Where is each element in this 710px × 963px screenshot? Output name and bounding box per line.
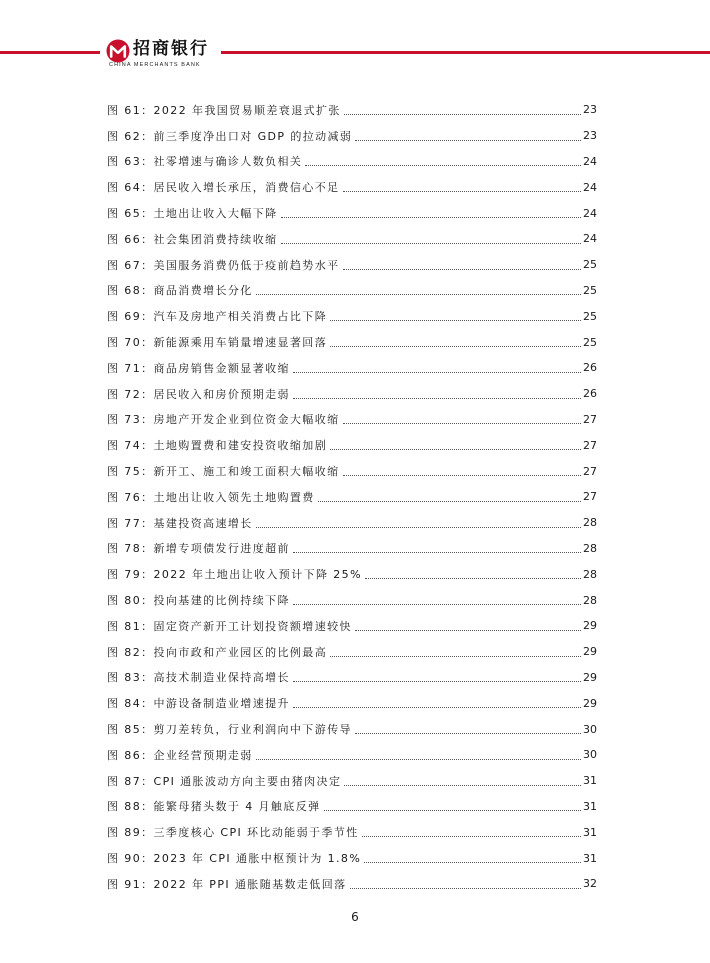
figure-title: 三季度核心 CPI 环比动能弱于季节性	[153, 826, 359, 840]
figure-number: 图 82：	[107, 645, 154, 659]
toc-entry[interactable]	[107, 381, 597, 407]
dot-leader	[293, 604, 581, 605]
dot-leader	[305, 165, 581, 166]
cmb-emblem-icon	[106, 39, 130, 63]
figure-number: 图 68：	[107, 284, 154, 298]
figure-number: 图 74：	[107, 439, 154, 453]
figure-number: 图 63：	[107, 155, 154, 169]
page-reference: 24	[583, 232, 597, 246]
figure-list-of-contents	[107, 97, 597, 897]
figure-title: 固定资产新开工计划投资额增速较快	[153, 619, 352, 633]
dot-leader	[330, 449, 581, 450]
figure-number: 图 71：	[107, 361, 154, 375]
figure-number: 图 65：	[107, 207, 154, 221]
figure-title: 投向基建的比例持续下降	[153, 594, 290, 608]
dot-leader	[362, 836, 581, 837]
figure-title: 中游设备制造业增速提升	[153, 697, 290, 711]
figure-number: 图 61：	[107, 103, 154, 117]
figure-title: 商品消费增长分化	[153, 284, 253, 298]
figure-title: 前三季度净出口对 GDP 的拉动减弱	[153, 129, 353, 143]
toc-entry[interactable]	[107, 871, 597, 897]
dot-leader	[324, 810, 582, 811]
page-reference: 31	[583, 825, 597, 839]
figure-title: 土地出让收入大幅下降	[153, 207, 278, 221]
figure-number: 图 64：	[107, 181, 154, 195]
toc-entry[interactable]	[107, 97, 597, 123]
logo-subtitle: CHINA MERCHANTS BANK	[109, 62, 201, 68]
figure-number: 图 77：	[107, 516, 154, 530]
figure-number: 图 83：	[107, 671, 154, 685]
figure-title: 新开工、施工和竣工面积大幅收缩	[153, 465, 340, 479]
page-reference: 24	[583, 180, 597, 194]
figure-title: 投向市政和产业园区的比例最高	[153, 645, 328, 659]
figure-title: 美国服务消费仍低于疫前趋势水平	[153, 258, 340, 272]
page-reference: 24	[583, 206, 597, 220]
page-reference: 30	[583, 722, 597, 736]
dot-leader	[344, 114, 581, 115]
figure-number: 图 79：	[107, 568, 154, 582]
dot-leader	[343, 269, 582, 270]
dot-leader	[256, 294, 581, 295]
figure-title: 新增专项债发行进度超前	[153, 542, 290, 556]
toc-entry[interactable]	[107, 510, 597, 536]
dot-leader	[365, 578, 581, 579]
figure-title: 居民收入增长承压，消费信心不足	[153, 181, 340, 195]
page-reference: 29	[583, 645, 597, 659]
figure-title: 2022 年 PPI 通胀随基数走低回落	[153, 877, 347, 891]
toc-entry[interactable]	[107, 690, 597, 716]
toc-entry[interactable]	[107, 536, 597, 562]
dot-leader	[330, 656, 581, 657]
figure-title: 新能源乘用车销量增速显著回落	[153, 336, 328, 350]
toc-entry[interactable]	[107, 845, 597, 871]
toc-entry[interactable]	[107, 458, 597, 484]
figure-title: 2022 年土地出让收入预计下降 25%	[153, 568, 362, 582]
toc-entry[interactable]	[107, 639, 597, 665]
toc-entry[interactable]	[107, 794, 597, 820]
toc-entry[interactable]	[107, 329, 597, 355]
figure-title: 能繁母猪头数于 4 月触底反弹	[153, 800, 321, 814]
toc-entry[interactable]	[107, 407, 597, 433]
figure-title: 企业经营预期走弱	[153, 748, 253, 762]
page-reference: 31	[583, 799, 597, 813]
figure-title: 2022 年我国贸易顺差衰退式扩张	[153, 103, 341, 117]
figure-title: 居民收入和房价预期走弱	[153, 387, 290, 401]
logo-name: 招商银行	[133, 39, 209, 59]
figure-number: 图 62：	[107, 129, 154, 143]
toc-entry[interactable]	[107, 355, 597, 381]
figure-number: 图 69：	[107, 310, 154, 324]
page-reference: 27	[583, 412, 597, 426]
toc-entry[interactable]	[107, 819, 597, 845]
header-rule-left	[0, 51, 100, 54]
dot-leader	[330, 320, 581, 321]
page-reference: 26	[583, 387, 597, 401]
toc-entry[interactable]	[107, 303, 597, 329]
page-reference: 25	[583, 258, 597, 272]
dot-leader	[330, 346, 581, 347]
page-reference: 31	[583, 774, 597, 788]
figure-number: 图 76：	[107, 490, 154, 504]
toc-entry[interactable]	[107, 613, 597, 639]
dot-leader	[293, 681, 581, 682]
dot-leader	[293, 398, 581, 399]
toc-entry[interactable]	[107, 149, 597, 175]
dot-leader	[355, 140, 581, 141]
page-reference: 31	[583, 851, 597, 865]
figure-number: 图 90：	[107, 852, 154, 865]
page-reference: 28	[583, 567, 597, 581]
page-reference: 23	[583, 103, 597, 117]
figure-number: 图 73：	[107, 413, 154, 427]
header-rule-right	[221, 51, 710, 54]
bank-logo	[106, 38, 218, 68]
figure-number: 图 89：	[107, 826, 154, 840]
figure-number: 图 87：	[107, 774, 154, 788]
dot-leader	[293, 552, 581, 553]
toc-entry[interactable]	[107, 742, 597, 768]
figure-number: 图 86：	[107, 748, 154, 762]
figure-number: 图 75：	[107, 465, 154, 479]
toc-entry[interactable]	[107, 484, 597, 510]
dot-leader	[318, 501, 581, 502]
figure-title: CPI 通胀波动方向主要由猪肉决定	[153, 774, 342, 788]
figure-title: 剪刀差转负，行业利润向中下游传导	[153, 723, 352, 737]
figure-title: 基建投资高速增长	[153, 516, 253, 530]
figure-title: 汽车及房地产相关消费占比下降	[153, 310, 328, 324]
toc-entry[interactable]	[107, 226, 597, 252]
dot-leader	[293, 707, 581, 708]
figure-title: 土地购置费和建安投资收缩加剧	[153, 439, 328, 453]
dot-leader	[256, 759, 581, 760]
page-reference: 24	[583, 154, 597, 168]
toc-entry[interactable]	[107, 278, 597, 304]
dot-leader	[364, 862, 581, 863]
page-reference: 25	[583, 335, 597, 349]
figure-title: 2023 年 CPI 通胀中枢预计为 1.8%	[153, 852, 362, 865]
figure-title: 土地出让收入领先土地购置费	[153, 490, 315, 504]
toc-entry[interactable]	[107, 432, 597, 458]
figure-number: 图 72：	[107, 387, 154, 401]
page-reference: 28	[583, 516, 597, 530]
page-reference: 29	[583, 670, 597, 684]
dot-leader	[281, 243, 582, 244]
figure-title: 商品房销售金额显著收缩	[153, 361, 290, 375]
dot-leader	[343, 423, 582, 424]
toc-entry[interactable]	[107, 665, 597, 691]
page-reference: 25	[583, 309, 597, 323]
toc-entry[interactable]	[107, 123, 597, 149]
page-number: 6	[351, 910, 359, 924]
page-reference: 29	[583, 696, 597, 710]
page-reference: 27	[583, 464, 597, 478]
figure-number: 图 81：	[107, 619, 154, 633]
dot-leader	[281, 217, 582, 218]
page-reference: 25	[583, 283, 597, 297]
figure-title: 社零增速与确诊人数负相关	[153, 155, 303, 169]
dot-leader	[343, 475, 582, 476]
toc-entry[interactable]	[107, 768, 597, 794]
toc-entry[interactable]	[107, 252, 597, 278]
figure-number: 图 88：	[107, 800, 154, 814]
toc-entry[interactable]	[107, 561, 597, 587]
toc-entry[interactable]	[107, 200, 597, 226]
page-reference: 23	[583, 129, 597, 143]
figure-number: 图 78：	[107, 542, 154, 556]
page-reference: 26	[583, 361, 597, 375]
toc-entry[interactable]	[107, 587, 597, 613]
toc-entry[interactable]	[107, 716, 597, 742]
dot-leader	[343, 191, 582, 192]
dot-leader	[355, 630, 581, 631]
figure-number: 图 70：	[107, 336, 154, 350]
figure-number: 图 80：	[107, 594, 154, 608]
page-reference: 27	[583, 438, 597, 452]
dot-leader	[256, 527, 581, 528]
figure-title: 高技术制造业保持高增长	[153, 671, 290, 685]
figure-title: 房地产开发企业到位资金大幅收缩	[153, 413, 340, 427]
figure-title: 社会集团消费持续收缩	[153, 232, 278, 246]
page-reference: 32	[583, 877, 597, 891]
dot-leader	[293, 372, 581, 373]
page-reference: 29	[583, 619, 597, 633]
toc-entry[interactable]	[107, 174, 597, 200]
page-reference: 28	[583, 541, 597, 555]
page-reference: 27	[583, 490, 597, 504]
page-reference: 30	[583, 748, 597, 762]
figure-number: 图 67：	[107, 258, 154, 272]
figure-number: 图 84：	[107, 697, 154, 711]
dot-leader	[350, 888, 582, 889]
figure-number: 图 85：	[107, 723, 154, 737]
figure-number: 图 66：	[107, 232, 154, 246]
figure-number: 图 91：	[107, 877, 154, 891]
dot-leader	[355, 733, 581, 734]
page-reference: 28	[583, 593, 597, 607]
dot-leader	[344, 785, 581, 786]
